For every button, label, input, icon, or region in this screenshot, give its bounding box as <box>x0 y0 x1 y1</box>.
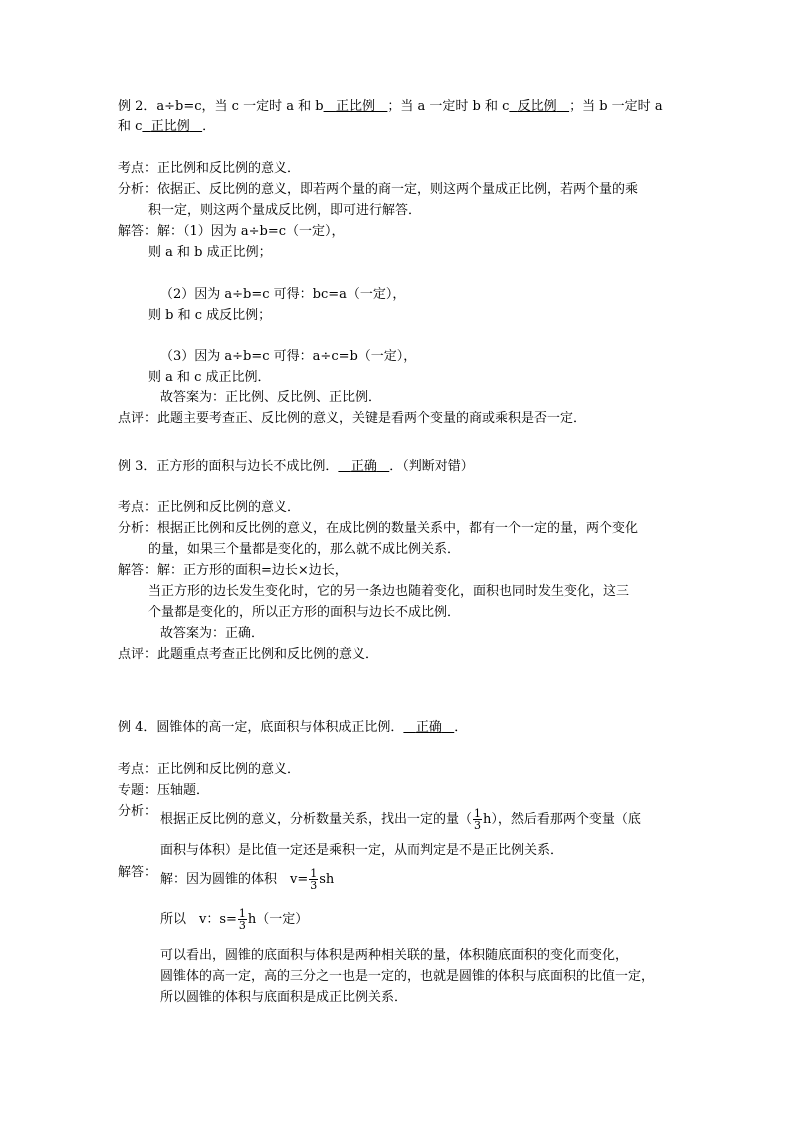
fraction-numerator: 1 <box>310 867 318 880</box>
ex4-kaodian: 考点：正比例和反比例的意义． <box>118 762 301 777</box>
ex4-jieda-text-b: sh <box>319 872 335 887</box>
ex2-dianping: 点评：此题主要考查正、反比例的意义，关键是看两个变量的商或乘积是否一定． <box>118 411 587 426</box>
ex2-jieda-line1: 解答：解：（1）因为 a÷b=c（一定）， <box>118 224 345 239</box>
ex4-jieda-line4: 圆锥体的高一定，高的三分之一也是一定的，也就是圆锥的体积与底面积的比值一定， <box>160 969 655 984</box>
one-third-fraction <box>238 908 247 931</box>
ex2-question-text-c: ；当 a 一定时 b 和 c <box>387 99 510 114</box>
ex2-jieda-line3: （2）因为 a÷b=c 可得：bc=a（一定）， <box>160 287 406 302</box>
ex3-question-text-a: 例 3．正方形的面积与边长不成比例． <box>118 459 339 474</box>
ex2-jieda-line7: 故答案为：正比例、反比例、正比例． <box>160 390 382 405</box>
fraction-denominator: 3 <box>474 819 482 832</box>
ex2-question-line1 <box>118 98 663 116</box>
ex4-jieda-label: 解答： <box>118 865 158 880</box>
ex4-jieda2-text-a: 所以 v：s= <box>160 912 237 927</box>
ex2-question-text-a: 例 2．a÷b=c，当 c 一定时 a 和 b <box>118 99 324 114</box>
ex4-jieda-line3: 可以看出，圆锥的底面积与体积是两种相关联的量，体积随底面积的变化而变化， <box>160 948 629 963</box>
ex4-blank <box>403 720 454 735</box>
ex3-jieda-line2: 当正方形的边长发生变化时，它的另一条边也随着变化，面积也同时发生变化，这三 <box>148 584 630 599</box>
fraction-numerator: 1 <box>474 807 482 820</box>
ex2-answer-2: 反比例 <box>517 99 557 114</box>
ex4-fenxi-text-b: h），然后看那两个变量（底 <box>483 812 641 827</box>
one-third-fraction <box>473 808 482 831</box>
ex2-answer-3: 正比例 <box>150 119 190 134</box>
ex2-question-text-e: 和 c <box>118 119 143 134</box>
ex4-question-text-a: 例 4．圆锥体的高一定，底面积与体积成正比例． <box>118 720 404 735</box>
ex3-answer: 正确 <box>350 459 377 474</box>
ex4-jieda2-text-b: h（一定） <box>247 912 309 927</box>
ex2-question-text-d: ；当 b 一定时 a <box>569 99 663 114</box>
ex4-question-text-b: ． <box>454 720 468 735</box>
ex2-blank-2 <box>509 99 569 114</box>
ex2-jieda-line2: 则 a 和 b 成正比例； <box>148 245 272 260</box>
ex4-jieda-line1 <box>160 868 334 891</box>
ex2-question-line2 <box>118 118 215 136</box>
ex3-dianping: 点评：此题重点考查正比例和反比例的意义． <box>118 647 379 662</box>
ex4-question <box>118 719 467 737</box>
ex4-zhuanti: 专题：压轴题． <box>118 783 210 798</box>
ex3-question-text-b: ．（判断对错） <box>389 459 474 474</box>
ex3-blank <box>338 459 389 474</box>
ex2-fenxi-line1: 分析：依据正、反比例的意义，即若两个量的商一定，则这两个量成正比例，若两个量的乘 <box>118 182 639 197</box>
ex4-answer: 正确 <box>415 720 442 735</box>
ex2-answer-1: 正比例 <box>335 99 375 114</box>
ex2-blank-1 <box>324 99 388 114</box>
ex4-jieda-line2 <box>160 908 308 931</box>
ex2-jieda-line4: 则 b 和 c 成反比例； <box>148 308 272 323</box>
fraction-denominator: 3 <box>238 919 246 932</box>
ex2-blank-3 <box>142 119 202 134</box>
ex3-jieda-line4: 故答案为：正确． <box>160 626 265 641</box>
ex2-fenxi-line2: 积一定，则这两个量成反比例，即可进行解答． <box>148 203 422 218</box>
ex4-fenxi-line1 <box>160 808 641 831</box>
ex3-fenxi-line1: 分析：根据正比例和反比例的意义，在成比例的数量关系中，都有一个一定的量，两个变化 <box>118 521 639 536</box>
ex4-fenxi-label: 分析： <box>118 804 158 819</box>
ex3-kaodian: 考点：正比例和反比例的意义． <box>118 500 301 515</box>
ex3-question <box>118 458 474 476</box>
ex4-fenxi-line2: 面积与体积）是比值一定还是乘积一定，从而判定是不是正比例关系． <box>160 843 564 858</box>
ex2-jieda-line5: （3）因为 a÷b=c 可得：a÷c=b（一定）， <box>160 349 417 364</box>
ex3-jieda-line1: 解答：解：正方形的面积=边长×边长， <box>118 563 348 578</box>
ex2-question-text-f: ． <box>202 119 216 134</box>
ex4-jieda-line5: 所以圆锥的体积与底面积是成正比例关系． <box>160 990 408 1005</box>
ex4-jieda-text-a: 解：因为圆锥的体积 v= <box>160 872 309 887</box>
one-third-fraction <box>309 868 318 891</box>
ex3-fenxi-line2: 的量，如果三个量都是变化的，那么就不成比例关系． <box>148 542 461 557</box>
ex3-jieda-line3: 个量都是变化的，所以正方形的面积与边长不成比例． <box>148 605 461 620</box>
ex4-fenxi-text-a: 根据正反比例的意义，分析数量关系，找出一定的量（ <box>160 812 473 827</box>
fraction-denominator: 3 <box>310 879 318 892</box>
ex2-jieda-line6: 则 a 和 c 成正比例． <box>148 370 271 385</box>
ex2-kaodian: 考点：正比例和反比例的意义． <box>118 161 301 176</box>
fraction-numerator: 1 <box>238 907 246 920</box>
